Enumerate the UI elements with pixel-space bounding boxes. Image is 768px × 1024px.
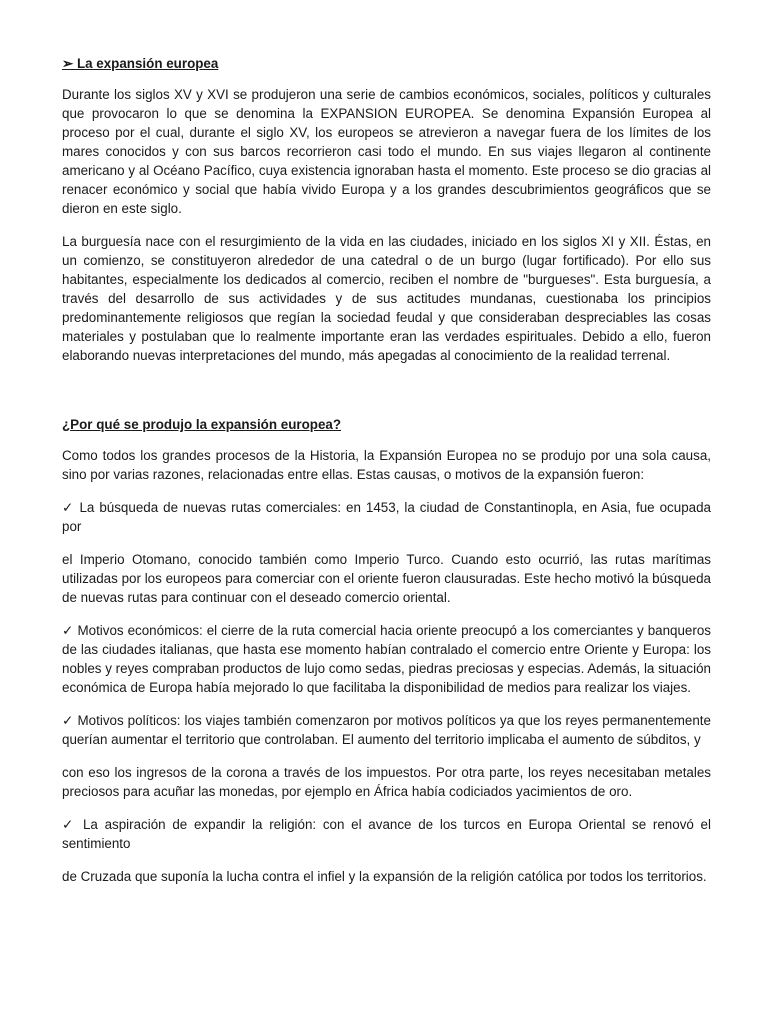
section-heading-expansion: ➢ La expansión europea [62,56,219,71]
checkmark-icon: ✓ [62,817,77,832]
list-item-text: La aspiración de expandir la religión: con el avance de los turcos en Europa Oriental se renovó el sentimiento [62,817,711,851]
list-item-motivos-politicos [62,711,711,749]
list-item-motivos-economicos [62,621,711,697]
list-item-religion [62,815,711,853]
paragraph-cruzada: de Cruzada que suponía la lucha contra el infiel y la expansión de la religión católica por todos los territorios. [62,869,707,884]
paragraph-expansion-definition: Durante los siglos XV y XVI se produjeron una serie de cambios económicos, sociales, políticos y culturales que provocaron lo que se denomina la EXPANSION EUROPEA. Se denomina Expansión Europea al proceso por el cual, durante el siglo XV, los europeos se atrevieron a navegar fuera de los límites de los mares conocidos y con sus barcos recorrieron casi todo el mundo. En sus viajes llegaron al continente americano y al Océano Pacífico, cuya existencia ignoraban hasta el momento. Este proceso se dio gracias al renacer económico y social que había vivido Europa y a los grandes descubrimientos geográficos que se dieron en este siglo. [62,87,711,216]
list-item-text: Motivos económicos: el cierre de la ruta comercial hacia oriente preocupó a los comerciantes y banqueros de las ciudades italianas, que hasta ese momento habían contralado el comercio entre Oriente y Europa: los nobles y reyes compraban productos de lujo como sedas, piedras preciosas y especias. Además, la situación económica de Europa había mejorado lo que facilitaba la disponibilidad de medios para realizar los viajes. [62,623,711,695]
list-item-text: La búsqueda de nuevas rutas comerciales: en 1453, la ciudad de Constantinopla, en Asia, fue ocupada por [62,500,711,534]
section-spacer [62,379,711,415]
checkmark-icon: ✓ [62,623,74,638]
checkmark-icon: ✓ [62,713,74,728]
list-item-rutas-comerciales [62,498,711,536]
paragraph-imperio-otomano: el Imperio Otomano, conocido también como Imperio Turco. Cuando esto ocurrió, las rutas marítimas utilizadas por los europeos para comerciar con el oriente fueron clausuradas. Este hecho motivó la búsqueda de nuevas rutas para continuar con el deseado comercio oriental. [62,552,711,605]
paragraph-burguesia: La burguesía nace con el resurgimiento de la vida en las ciudades, iniciado en los siglos XI y XII. Éstas, en un comienzo, se constituyeron alrededor de una catedral o de un burgo (lugar fortificado). Por ello sus habitantes, especialmente los dedicados al comercio, reciben el nombre de "burgueses". Esta burguesía, a través del desarrollo de sus actividades y de sus actitudes mundanas, cuestionaba los principios predominantemente religiosos que regían la sociedad feudal y que consideraban despreciables las cosas materiales y postulaban que lo realmente importante eran las verdades espirituales. Debido a ello, fueron elaborando nuevas interpretaciones del mundo, más apegadas al conocimiento de la realidad terrenal. [62,234,711,363]
checkmark-icon: ✓ [62,500,75,515]
document-page [62,54,711,900]
list-item-text: Motivos políticos: los viajes también comenzaron por motivos políticos ya que los reyes permanentemente querían aumentar el territorio que controlaban. El aumento del territorio implicaba el aumento de súbditos, y [62,713,711,747]
section-heading-causes: ¿Por qué se produjo la expansión europea? [62,417,342,432]
paragraph-ingresos-corona: con eso los ingresos de la corona a través de los impuestos. Por otra parte, los reyes necesitaban metales preciosos para acuñar las monedas, por ejemplo en África había codiciados yacimientos de oro. [62,765,711,799]
paragraph-causes-intro: Como todos los grandes procesos de la Historia, la Expansión Europea no se produjo por una sola causa, sino por varias razones, relacionadas entre ellas. Estas causas, o motivos de la expansión fueron: [62,448,711,482]
